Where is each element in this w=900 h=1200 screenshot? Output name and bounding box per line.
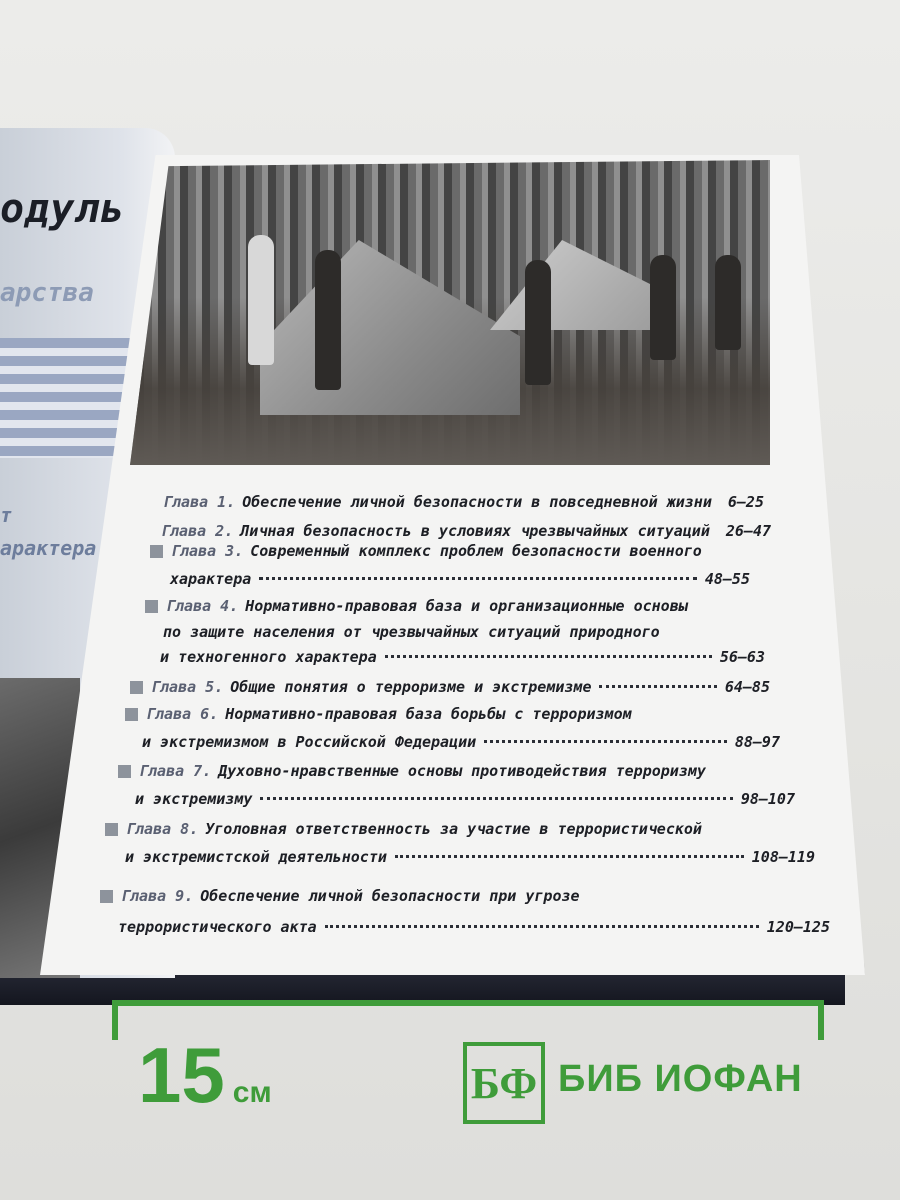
toc-entry: Глава 5. Общие понятия о терроризме и экстремизме 64–85 (130, 678, 770, 696)
bullet-square-icon (145, 600, 158, 613)
toc-entry: Глава 3. Современный комплекс проблем безопасности военного (150, 542, 702, 560)
toc-entry: Глава 7. Духовно-нравственные основы противодействия терроризму (118, 762, 706, 780)
toc-entry-cont: характера 48–55 (170, 570, 750, 588)
bullet-square-icon (105, 823, 118, 836)
left-text-fragment: т (0, 503, 13, 527)
toc-entry: Глава 9. Обеспечение личной безопасности при угрозе (100, 887, 580, 905)
module-subtitle: арства (0, 278, 94, 308)
toc-entry-cont: и экстремизмом в Российской Федерации 88–97 (142, 733, 780, 751)
bullet-square-icon (100, 890, 113, 903)
toc-entry: Глава 6. Нормативно-правовая база борьбы с терроризмом (125, 705, 632, 723)
toc-entry-cont: и экстремистской деятельности 108–119 (125, 848, 815, 866)
left-text-fragment: арактера (0, 536, 97, 560)
measure-label: 15 см (138, 1031, 272, 1119)
bullet-square-icon (130, 681, 143, 694)
bf-logo-icon: БФ (463, 1042, 545, 1124)
bullet-square-icon (125, 708, 138, 721)
toc-entry: Глава 8. Уголовная ответственность за участие в террористической (105, 820, 702, 838)
module-title: одуль (0, 186, 126, 232)
brand-name: БИБ ИОФАН (558, 1058, 803, 1100)
toc-entry: Глава 2. Личная безопасность в условиях чрезвычайных ситуаций 26–47 (161, 522, 772, 540)
bullet-square-icon (118, 765, 131, 778)
toc-entry: Глава 1. Обеспечение личной безопасности в повседневной жизни 6–25 (163, 493, 764, 511)
toc-entry-cont: по защите населения от чрезвычайных ситуаций природного (163, 623, 660, 641)
toc-entry-cont: и техногенного характера 56–63 (160, 648, 765, 666)
bullet-square-icon (150, 545, 163, 558)
toc-entry-cont: и экстремизму 98–107 (135, 790, 795, 808)
toc-entry-cont: террористического акта 120–125 (118, 918, 830, 936)
toc-entry: Глава 4. Нормативно-правовая база и организационные основы (145, 597, 688, 615)
